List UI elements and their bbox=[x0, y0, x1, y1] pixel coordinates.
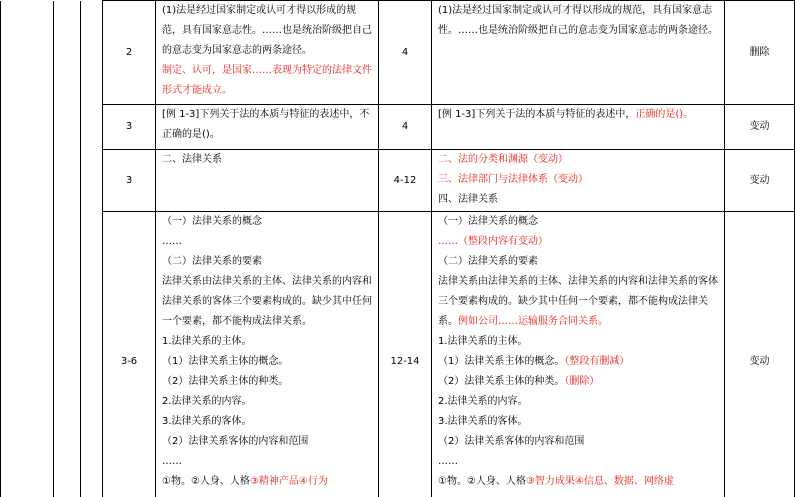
text-line bbox=[438, 272, 720, 332]
margin-cell bbox=[81, 105, 103, 150]
revision-note: 二、法的分类和渊源（变动） bbox=[438, 154, 568, 165]
margin-cell bbox=[1, 212, 54, 497]
text-fragment: 法律关系由法律关系的主体、法律关系的内容和法律关系的客体三个要素构成的。缺少其中任何一个要素，都不能构成法律关系。 bbox=[438, 276, 718, 327]
text-line bbox=[162, 372, 374, 392]
text-fragment: 二、法律关系 bbox=[162, 154, 222, 165]
revised-page-cell: 4 bbox=[379, 1, 432, 105]
text-line bbox=[438, 105, 720, 125]
margin-cell bbox=[81, 212, 103, 497]
text-fragment: （2）法律关系主体的种类。 bbox=[438, 376, 565, 387]
text-line bbox=[438, 150, 720, 170]
original-text-cell bbox=[156, 1, 379, 105]
text-line bbox=[162, 232, 374, 252]
text-fragment: （1）法律关系主体的概念。 bbox=[162, 356, 289, 367]
text-line bbox=[438, 452, 720, 472]
change-type-cell: 变动 bbox=[725, 150, 795, 212]
margin-cell bbox=[81, 1, 103, 105]
text-fragment: 法律关系由法律关系的主体、法律关系的内容和法律关系的客体三个要素构成的。缺少其中任何一个要素，都不能构成法律关系。 bbox=[162, 276, 372, 327]
margin-cell bbox=[54, 212, 81, 497]
original-page-cell: 3 bbox=[103, 105, 156, 150]
text-fragment: （2）法律关系主体的种类。 bbox=[162, 376, 289, 387]
original-text-cell bbox=[156, 150, 379, 212]
text-line bbox=[438, 1, 720, 41]
text-line bbox=[162, 352, 374, 372]
revision-note: 制定、认可，是国家……表现为特定的法律文件形式才能成立。 bbox=[162, 65, 372, 96]
text-line bbox=[162, 272, 374, 332]
text-fragment: （二）法律关系的要素 bbox=[438, 256, 538, 267]
text-line bbox=[438, 412, 720, 432]
text-line bbox=[438, 232, 720, 252]
text-line bbox=[162, 332, 374, 352]
text-fragment: (1)法是经过国家制定或认可才得以形成的规范，具有国家意志性。……也是统治阶级把自己的意志变为国家意志的两条途径。 bbox=[438, 5, 718, 36]
revision-note: 例如公司……运输服务合同关系。 bbox=[458, 316, 608, 327]
margin-cell bbox=[54, 1, 81, 105]
text-fragment: …… bbox=[162, 456, 182, 467]
original-page-cell: 2 bbox=[103, 1, 156, 105]
text-line bbox=[162, 412, 374, 432]
margin-cell bbox=[81, 150, 103, 212]
text-line bbox=[162, 212, 374, 232]
text-fragment: …… bbox=[162, 236, 182, 247]
text-line bbox=[438, 190, 720, 210]
table-row bbox=[1, 212, 795, 497]
revised-text-cell bbox=[432, 212, 725, 497]
margin-cell bbox=[1, 105, 54, 150]
revision-note: ③智力成果④信息、数据、网络虚 bbox=[525, 476, 674, 487]
text-fragment: 2.法律关系的内容。 bbox=[438, 396, 528, 407]
original-page-cell: 3-6 bbox=[103, 212, 156, 497]
text-line bbox=[438, 352, 720, 372]
text-fragment: ①物。②人身、人格 bbox=[162, 476, 250, 487]
text-line bbox=[438, 392, 720, 412]
text-fragment: （一）法律关系的概念 bbox=[438, 216, 538, 227]
margin-cell bbox=[54, 105, 81, 150]
text-fragment: （一）法律关系的概念 bbox=[162, 216, 262, 227]
revised-text-cell bbox=[432, 1, 725, 105]
text-fragment: 四、法律关系 bbox=[438, 194, 498, 205]
text-line bbox=[162, 392, 374, 412]
text-fragment: 3.法律关系的客体。 bbox=[162, 416, 252, 427]
text-line bbox=[162, 472, 374, 492]
text-line bbox=[438, 212, 720, 232]
text-fragment: ①物。②人身、人格 bbox=[438, 476, 526, 487]
text-line bbox=[162, 105, 374, 145]
revised-page-cell: 12-14 bbox=[379, 212, 432, 497]
change-type-cell: 变动 bbox=[725, 212, 795, 497]
margin-cell bbox=[1, 1, 54, 105]
text-line bbox=[438, 332, 720, 352]
text-line bbox=[438, 252, 720, 272]
table-row bbox=[1, 105, 795, 150]
text-fragment: [例 1-3]下列关于法的本质与特征的表述中，不正确的是()。 bbox=[162, 109, 370, 140]
revision-note: ……（整段内容有变动） bbox=[438, 236, 548, 247]
revised-page-cell: 4-12 bbox=[379, 150, 432, 212]
text-line bbox=[162, 432, 374, 452]
margin-cell bbox=[1, 150, 54, 212]
text-fragment: （1）法律关系主体的概念。 bbox=[438, 356, 565, 367]
margin-cell bbox=[54, 150, 81, 212]
text-fragment: 2.法律关系的内容。 bbox=[162, 396, 252, 407]
text-fragment: (1)法是经过国家制定或认可才得以形成的规范，具有国家意志性。……也是统治阶级把自己的意志变为国家意志的两条途径。 bbox=[162, 5, 372, 56]
text-line bbox=[162, 1, 374, 61]
revision-note: 三、法律部门与法律体系（变动） bbox=[438, 174, 588, 185]
original-text-cell bbox=[156, 212, 379, 497]
text-fragment: （二）法律关系的要素 bbox=[162, 256, 262, 267]
table-row bbox=[1, 150, 795, 212]
text-fragment: 3.法律关系的客体。 bbox=[438, 416, 528, 427]
original-page-cell: 3 bbox=[103, 150, 156, 212]
text-fragment: （2）法律关系客体的内容和范围 bbox=[438, 436, 585, 447]
change-type-cell: 变动 bbox=[725, 105, 795, 150]
text-line bbox=[162, 61, 374, 101]
text-fragment: [例 1-3]下列关于法的本质与特征的表述中， bbox=[438, 109, 636, 120]
text-fragment: 1.法律关系的主体。 bbox=[162, 336, 252, 347]
text-line bbox=[438, 170, 720, 190]
revised-text-cell bbox=[432, 150, 725, 212]
text-line bbox=[162, 252, 374, 272]
revision-note: 正确的是()。 bbox=[635, 109, 694, 120]
original-text-cell bbox=[156, 105, 379, 150]
text-line bbox=[438, 432, 720, 452]
text-fragment: …… bbox=[438, 456, 458, 467]
text-line bbox=[438, 372, 720, 392]
revised-text-cell bbox=[432, 105, 725, 150]
text-fragment: （2）法律关系客体的内容和范围 bbox=[162, 436, 309, 447]
change-type-cell: 删除 bbox=[725, 1, 795, 105]
revised-page-cell: 4 bbox=[379, 105, 432, 150]
text-fragment: 1.法律关系的主体。 bbox=[438, 336, 528, 347]
table-row bbox=[1, 1, 795, 105]
text-line bbox=[162, 150, 374, 170]
text-line bbox=[162, 452, 374, 472]
text-line bbox=[438, 472, 720, 492]
revision-note: ③精神产品④行为 bbox=[249, 476, 328, 487]
revision-note: （整段有删减） bbox=[564, 356, 630, 367]
revision-note: （删除） bbox=[564, 376, 600, 387]
